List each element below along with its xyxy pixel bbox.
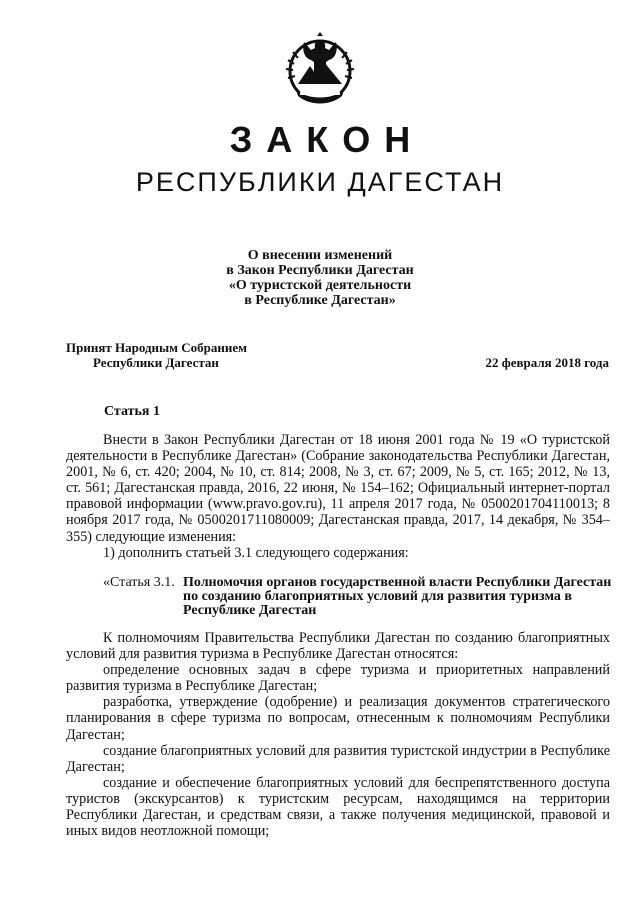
- coat-of-arms-icon: [284, 26, 356, 108]
- adoption-date: 22 февраля 2018 года: [485, 355, 609, 370]
- adoption-statement: [66, 340, 247, 370]
- adoption-line-2: Республики Дагестан: [93, 355, 219, 370]
- article-3-1-paragraph: определение основных задач в сфере туризма и приоритетных направлений развития туризма в Республике Дагестан;: [66, 662, 610, 695]
- law-subject: [0, 248, 640, 308]
- article-3-1-paragraph: разработка, утверждение (одобрение) и реализация документов стратегического планирования в сфере туризма по вопросам, отнесенным к полномочиям Республики Дагестан;: [66, 694, 610, 743]
- subject-line: О внесении изменений: [247, 248, 393, 263]
- law-title: ЗАКОН: [229, 119, 425, 160]
- article-1-intro: Внести в Закон Республики Дагестан от 18 июня 2001 года № 19 «О туристской деятельности в Республике Дагестан» (Собрание законодательства Республики Дагестан, 2001, № 6, ст. 420; 2004, № 10, ст. 814; 2008, № 3, ст. 67; 2009, № 5, ст. 165; 2012, № 13, ст. 561; Дагестанская правда, 2016, 22 июня, № 154–162; Официальный интернет-портал правовой информации (www.pravo.gov.ru), 11 апреля 2017 года, № 0500201704110013; 8 ноября 2017 года, № 0500201711080009; Дагестанская правда, 2017, 14 декабря, № 354–355) следующие изменения:: [66, 432, 610, 545]
- article-3-1-title: Полномочия органов государственной власти Республики Дагестан по созданию благоприятных условий для развития туризма в Республике Дагестан: [183, 575, 612, 618]
- subject-line: «О туристской деятельности: [228, 278, 412, 293]
- subject-line: в Республике Дагестан»: [244, 293, 396, 308]
- article-3-1-body: [66, 630, 610, 839]
- article-3-1-paragraph: К полномочиям Правительства Республики Дагестан по созданию благоприятных условий для развития туризма в Республике Дагестан относятся:: [66, 630, 610, 663]
- article-1-heading: Статья 1: [104, 404, 160, 419]
- article-3-1-paragraph: создание благоприятных условий для развития туристской индустрии в Республике Дагестан;: [66, 742, 610, 775]
- article-1-body: [66, 432, 610, 561]
- law-subtitle: РЕСПУБЛИКИ ДАГЕСТАН: [135, 167, 505, 197]
- article-1-item-1: 1) дополнить статьей 3.1 следующего содержания:: [103, 544, 409, 561]
- article-3-1-paragraph: создание и обеспечение благоприятных условий для беспрепятственного доступа туристов (экскурсантов) к туристским ресурсам, находящимся на территории Республики Дагестан, и средствам связи, а также получения медицинской, правовой и иных видов неотложной помощи;: [66, 774, 610, 840]
- subject-line: в Закон Республики Дагестан: [226, 263, 414, 278]
- adoption-line-1: Принят Народным Собранием: [66, 340, 248, 355]
- article-3-1-label: «Статья 3.1.: [103, 575, 175, 590]
